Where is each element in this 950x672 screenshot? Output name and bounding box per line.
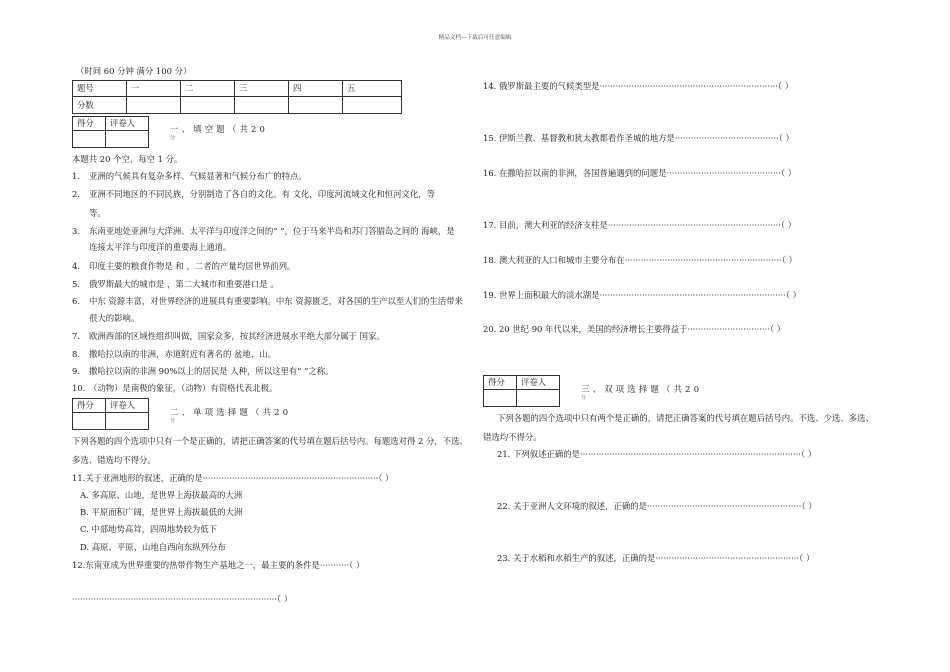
list-item-cont: 连接太平洋与印度洋的重要海上通道。 <box>89 242 232 252</box>
list-item-cont: 很大的影响。 <box>89 313 140 323</box>
question-21: 21. 下列叙述正确的是···················································································（ ） <box>497 449 817 459</box>
question-11: 11.关于亚洲地形的叙述，正确的是··································································（ ） <box>72 473 394 483</box>
list-item-cont: 等。 <box>89 208 106 218</box>
exam-info: （时间 60 分钟 满分 100 分） <box>76 66 192 76</box>
section3-intro-cont: 错选均不得分。 <box>483 432 542 442</box>
score-table-header-cell: 一 <box>127 81 181 97</box>
question-18: 18. 澳大利亚的人口和城市主要分布在···························································（ ） <box>483 255 797 265</box>
grader-box-score-label: 得分 <box>484 376 517 390</box>
section1-intro: 本题共 20 个空，每空 1 分。 <box>72 154 183 164</box>
score-table-header-cell: 二 <box>181 81 235 97</box>
grader-box-score-cell[interactable] <box>484 390 517 407</box>
grader-box-grader-label: 评卷人 <box>106 399 149 413</box>
score-cell[interactable] <box>235 97 289 114</box>
grader-box-grader-cell[interactable] <box>517 390 560 407</box>
list-item: （动物）是南极的象征，（动物）有资格代表北极。 <box>89 383 278 393</box>
grader-box-2 <box>72 398 149 430</box>
score-table-header-cell: 题号 <box>73 81 127 97</box>
score-table-header-cell: 五 <box>343 81 402 97</box>
question-17: 17. 目前，澳大利亚的经济支柱是·································································（ ） <box>483 220 797 230</box>
list-item: 印度主要的粮食作物是 和 ，二者的产量均居世界前列。 <box>89 261 296 271</box>
question-19: 19. 世界上面积最大的淡水湖是······································································（ ） <box>483 290 802 300</box>
question-16: 16. 在撒哈拉以南的非洲，各国普遍遇到的问题是···········································（ ） <box>483 168 797 178</box>
list-item: 撒哈拉以南的非洲 90%以上的居民是 人种，所以这里有“ ”之称。 <box>89 366 334 376</box>
grader-box-score-cell[interactable] <box>73 413 106 430</box>
question-15: 15. 伊斯兰教、基督教和犹太教都看作圣城的地方是·······································（ ） <box>483 133 794 143</box>
list-item: 亚洲不同地区的不同民族，分别制造了各自的文化。有 文化，印度河流域文化和恒河文化，等 <box>89 189 436 199</box>
score-table <box>72 80 402 114</box>
option-c: C. 中部地势高耸，四周地势较为低下 <box>80 524 218 534</box>
grader-box-3 <box>483 375 560 407</box>
list-item-num: 7. <box>72 331 80 341</box>
grader-box-1 <box>72 116 149 148</box>
grader-box-score-label: 得分 <box>73 117 106 131</box>
section2-mark: 分 <box>170 418 176 424</box>
grader-box-grader-label: 评卷人 <box>106 117 149 131</box>
list-item-num: 1. <box>72 171 80 181</box>
grader-box-score-label: 得分 <box>73 399 106 413</box>
question-22: 22. 关于亚洲人文环境的叙述，正确的是··························································（ ） <box>497 501 817 511</box>
question-23: 23. 关于水稻和水稻生产的叙述，正确的是······················································（ ） <box>497 553 815 563</box>
score-cell[interactable] <box>343 97 402 114</box>
list-item-num: 10. <box>72 383 86 393</box>
list-item: 亚洲的气候具有复杂多样、气候显著和气候分布广的特点。 <box>89 171 307 181</box>
list-item-num: 4. <box>72 261 80 271</box>
score-cell[interactable] <box>181 97 235 114</box>
option-a: A. 多高原、山地，是世界上海拔最高的大洲 <box>80 490 243 500</box>
score-row-label: 分数 <box>73 97 127 114</box>
list-item: 东南亚地处亚洲与大洋洲、太平洋与印度洋之间的“ ”，位于马来半岛和苏门答腊岛之间的 海峡，是 <box>89 226 455 236</box>
section3-title: 三、双项选择题（共20 <box>581 384 703 394</box>
score-cell[interactable] <box>289 97 343 114</box>
list-item: 俄罗斯最大的城市是 ，第二大城市和重要港口是 。 <box>89 279 279 289</box>
list-item-num: 2. <box>72 189 80 199</box>
question-20: 20. 20 世纪 90 年代以来，美国的经济增长主要得益于·······························（ ） <box>483 324 786 334</box>
section2-intro: 下列各题的四个选项中只有一个是正确的，请把正确答案的代号填在题后括号内。每题选对得 2 分，不选、 <box>72 436 468 446</box>
section2-title: 二、单项选择题（共20 <box>170 407 292 417</box>
list-item-num: 6. <box>72 296 80 306</box>
section3-intro: 下列各题的四个选项中只有两个是正确的，请把正确答案的代号填在题后括号内。不选、少选、多选、 <box>497 413 874 423</box>
option-b: B. 平原面积广阔，是世界上海拔最低的大洲 <box>80 507 243 517</box>
grader-box-grader-cell[interactable] <box>106 413 149 430</box>
option-d: D. 高原、平原、山地自西向东纵列分布 <box>80 542 226 552</box>
list-item-num: 8. <box>72 349 80 359</box>
grader-box-grader-label: 评卷人 <box>517 376 560 390</box>
score-table-header-cell: 四 <box>289 81 343 97</box>
list-item-num: 3. <box>72 226 80 236</box>
grader-box-score-cell[interactable] <box>73 131 106 148</box>
question-14: 14. 俄罗斯最主要的气候类型是···································································（ ） <box>483 81 794 91</box>
list-item-num: 9. <box>72 366 80 376</box>
header-note: 精品文档---下载后可任意编辑 <box>438 35 512 41</box>
question-12-cont: ·············································································（ ） <box>72 594 293 604</box>
grader-box-grader-cell[interactable] <box>106 131 149 148</box>
list-item: 撒哈拉以南的非洲，赤道附近有著名的 盆地、山。 <box>89 349 276 359</box>
list-item: 中东 资源丰富，对世界经济的进展具有重要影响。中东 资源匮乏，对各国的生产以至人们的生活带来 <box>89 296 463 306</box>
section1-mark: 分 <box>170 135 176 141</box>
section1-title: 一、填空题（共20 <box>170 124 269 134</box>
list-item-num: 5. <box>72 279 80 289</box>
section2-intro-cont: 多选、错选均不得分。 <box>72 455 156 465</box>
question-12: 12.东南亚成为世界重要的热带作物生产基地之一，最主要的条件是···········（ ） <box>72 560 365 570</box>
section3-mark: 分 <box>581 395 587 401</box>
score-cell[interactable] <box>127 97 181 114</box>
list-item: 欧洲西部的区域性组织叫做，国家众多，按其经济进展水平绝大部分属于 国家。 <box>89 331 385 341</box>
score-table-header-cell: 三 <box>235 81 289 97</box>
